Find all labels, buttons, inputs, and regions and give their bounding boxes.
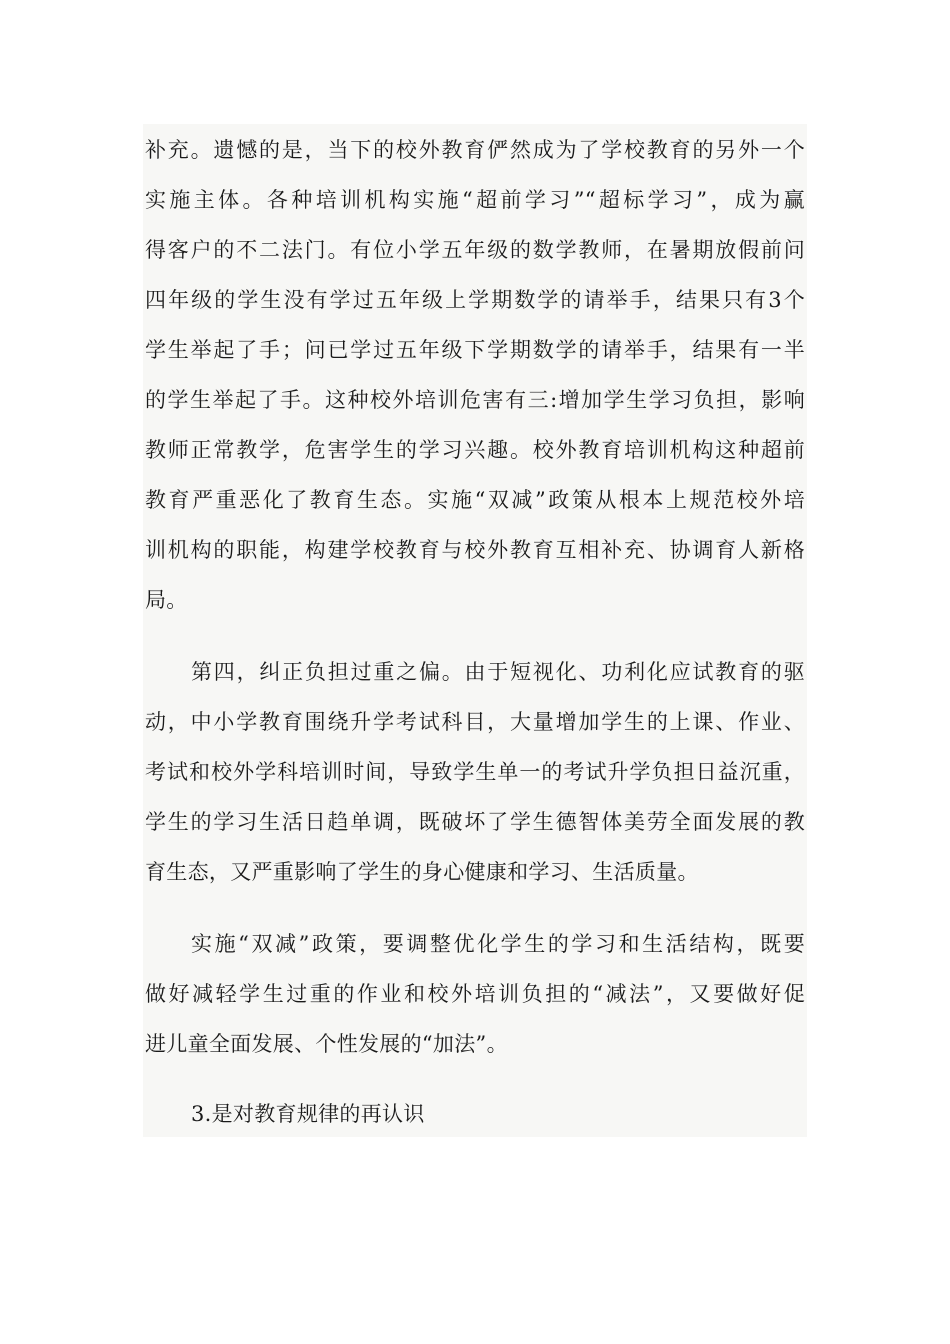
paragraph-1-line-10: 局。 — [145, 588, 188, 612]
paragraph-1-line-2: 实施主体。各种培训机构实施“超前学习”“超标学习”，成为赢 — [145, 188, 805, 212]
paragraph-1-line-1: 补充。遗憾的是，当下的校外教育俨然成为了学校教育的另外一个 — [145, 138, 805, 162]
paragraph-3-line-1: 实施“双减”政策，要调整优化学生的学习和生活结构，既要 — [191, 932, 805, 956]
paragraph-1-line-8: 教育严重恶化了教育生态。实施“双减”政策从根本上规范校外培 — [145, 488, 805, 512]
paragraph-3-line-3: 进儿童全面发展、个性发展的“加法”。 — [145, 1032, 508, 1056]
paragraph-1-line-9: 训机构的职能，构建学校教育与校外教育互相补充、协调育人新格 — [145, 538, 805, 562]
paragraph-1-line-6: 的学生举起了手。这种校外培训危害有三:增加学生学习负担，影响 — [145, 388, 805, 412]
paragraph-2-line-3: 考试和校外学科培训时间，导致学生单一的考试升学负担日益沉重， — [145, 760, 805, 784]
paragraph-2-line-5: 育生态，又严重影响了学生的身心健康和学习、生活质量。 — [145, 860, 699, 884]
paragraph-3-line-2: 做好减轻学生过重的作业和校外培训负担的“减法”，又要做好促 — [145, 982, 805, 1006]
paragraph-1-line-7: 教师正常教学，危害学生的学习兴趣。校外教育培训机构这种超前 — [145, 438, 805, 462]
paragraph-1-line-4: 四年级的学生没有学过五年级上学期数学的请举手，结果只有3个 — [145, 288, 805, 312]
section-heading: 3.是对教育规律的再认识 — [191, 1102, 425, 1126]
paragraph-1-line-3: 得客户的不二法门。有位小学五年级的数学教师，在暑期放假前问 — [145, 238, 805, 262]
paragraph-2-line-1: 第四，纠正负担过重之偏。由于短视化、功利化应试教育的驱 — [191, 660, 805, 684]
paragraph-2-line-4: 学生的学习生活日趋单调，既破坏了学生德智体美劳全面发展的教 — [145, 810, 805, 834]
paragraph-1-line-5: 学生举起了手；问已学过五年级下学期数学的请举手，结果有一半 — [145, 338, 805, 362]
paragraph-2-line-2: 动，中小学教育围绕升学考试科目，大量增加学生的上课、作业、 — [145, 710, 805, 734]
